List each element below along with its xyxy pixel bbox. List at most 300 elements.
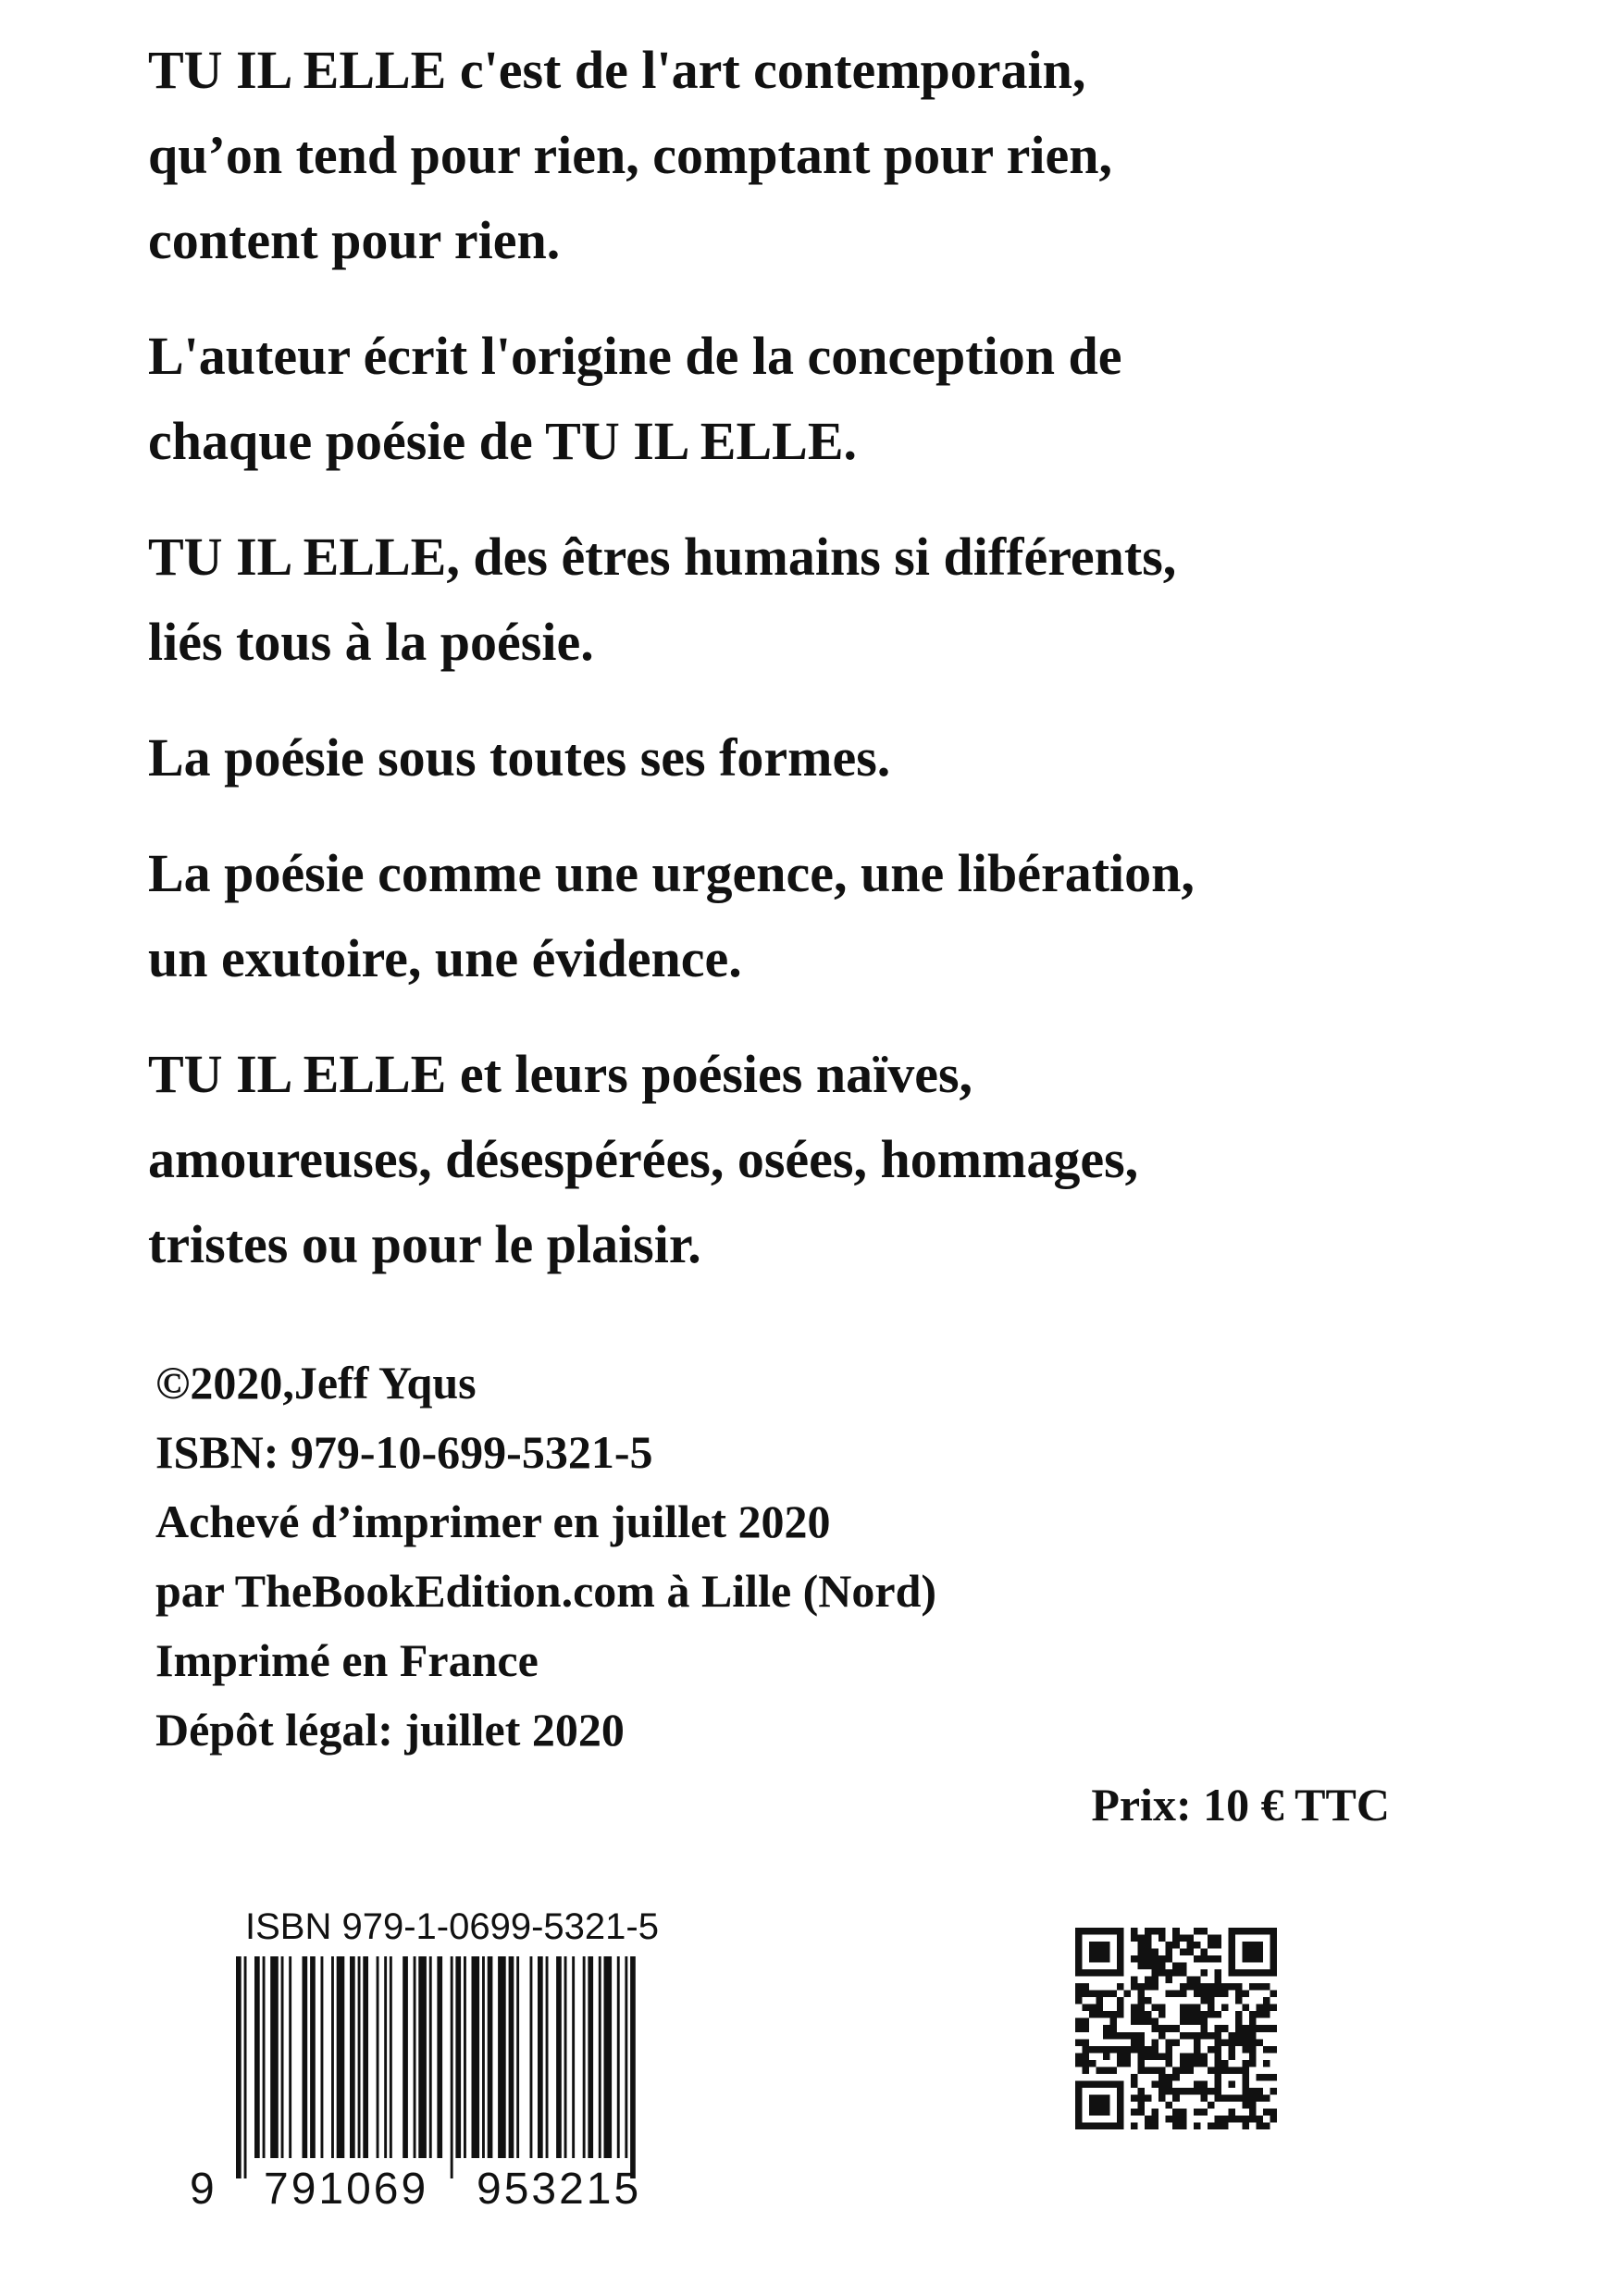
- barcode-bar: [538, 1956, 543, 2158]
- qr-module: [1200, 2032, 1208, 2040]
- qr-module: [1138, 1991, 1146, 1998]
- qr-module: [1256, 1983, 1263, 1991]
- qr-module: [1166, 2053, 1173, 2060]
- qr-module: [1208, 2032, 1215, 2040]
- qr-module: [1166, 1977, 1173, 1984]
- qr-module: [1131, 1977, 1138, 1984]
- qr-module: [1270, 2116, 1277, 2123]
- barcode-bar: [583, 1956, 586, 2158]
- blurb-line: L'auteur écrit l'origine de la conception de: [148, 326, 1122, 386]
- qr-module: [1194, 1977, 1201, 1984]
- qr-module: [1194, 2060, 1201, 2067]
- blurb-line: tristes ou pour le plaisir.: [148, 1214, 701, 1274]
- qr-module: [1208, 1942, 1215, 1949]
- qr-module: [1145, 2116, 1152, 2123]
- barcode-bar: [254, 1956, 260, 2158]
- qr-module: [1158, 2053, 1166, 2060]
- qr-module: [1186, 2018, 1194, 2026]
- barcode-bar: [236, 1956, 242, 2178]
- qr-module: [1089, 1942, 1110, 1963]
- qr-module: [1256, 2039, 1263, 2046]
- blurb-paragraph-2: [148, 314, 1490, 484]
- barcode: [190, 1905, 745, 2219]
- qr-module: [1152, 2108, 1159, 2116]
- barcode-bars: [236, 1956, 717, 2178]
- blurb-line: un exutoire, une évidence.: [148, 928, 742, 988]
- qr-module: [1256, 2116, 1263, 2123]
- qr-module: [1172, 2088, 1180, 2095]
- qr-module: [1166, 2046, 1173, 2054]
- qr-module: [1249, 2060, 1257, 2067]
- qr-module: [1138, 1963, 1146, 1970]
- qr-module: [1145, 1949, 1152, 1956]
- qr-module: [1180, 2053, 1187, 2060]
- qr-module: [1145, 2053, 1152, 2060]
- qr-module: [1158, 2094, 1166, 2102]
- qr-module: [1214, 2053, 1221, 2060]
- qr-module: [1200, 2108, 1208, 2116]
- qr-module: [1138, 2094, 1146, 2102]
- qr-module: [1194, 1928, 1201, 1935]
- qr-module: [1152, 1928, 1159, 1935]
- barcode-bar: [303, 1956, 308, 2158]
- qr-module: [1200, 2080, 1208, 2088]
- qr-module: [1110, 2032, 1118, 2040]
- qr-module: [1083, 2053, 1090, 2060]
- qr-module: [1200, 2088, 1208, 2095]
- qr-module: [1180, 1983, 1187, 1991]
- qr-module: [1214, 2116, 1221, 2123]
- qr-module: [1172, 2074, 1180, 2081]
- qr-module: [1186, 1942, 1194, 1949]
- qr-module: [1235, 2025, 1243, 2032]
- qr-module: [1166, 2116, 1173, 2123]
- qr-module: [1256, 2011, 1263, 2018]
- qr-module: [1208, 1955, 1215, 1963]
- qr-module: [1103, 2011, 1110, 2018]
- qr-module: [1096, 2004, 1104, 2012]
- barcode-bar: [331, 1956, 334, 2158]
- qr-module: [1083, 2060, 1090, 2067]
- qr-module: [1214, 1942, 1221, 1949]
- qr-module: [1221, 2004, 1229, 2012]
- qr-module: [1208, 2088, 1215, 2095]
- qr-module: [1131, 1935, 1138, 1942]
- qr-module: [1103, 2053, 1110, 2060]
- qr-module: [1103, 2025, 1110, 2032]
- qr-module: [1208, 2066, 1215, 2074]
- barcode-bar: [281, 1956, 284, 2158]
- qr-module: [1270, 1991, 1277, 1998]
- barcode-bar: [625, 1956, 627, 2158]
- qr-module: [1089, 1991, 1096, 1998]
- qr-module: [1138, 2039, 1146, 2046]
- qr-module: [1075, 1983, 1083, 1991]
- qr-module: [1138, 2004, 1146, 2012]
- qr-module: [1242, 2004, 1249, 2012]
- qr-module: [1263, 1997, 1270, 2004]
- qr-module: [1228, 2046, 1235, 2054]
- qr-module: [1200, 1991, 1208, 1998]
- qr-module: [1158, 1955, 1166, 1963]
- qr-module: [1166, 1969, 1173, 1977]
- qr-module: [1131, 2080, 1138, 2088]
- qr-module: [1089, 2046, 1096, 2054]
- qr-module: [1110, 2066, 1118, 2074]
- qr-module: [1152, 1983, 1159, 1991]
- qr-module: [1194, 1983, 1201, 1991]
- qr-module: [1228, 2116, 1235, 2123]
- qr-module: [1145, 1997, 1152, 2004]
- qr-module: [1214, 2032, 1221, 2040]
- barcode-bar: [263, 1956, 266, 2158]
- qr-module: [1166, 2080, 1173, 2088]
- qr-module: [1158, 2004, 1166, 2012]
- qr-module: [1172, 2108, 1180, 2116]
- qr-module: [1256, 2122, 1263, 2129]
- printed-date-line: Achevé d’imprimer en juillet 2020: [155, 1496, 831, 1547]
- barcode-bar: [472, 1956, 480, 2158]
- barcode-bar: [289, 1956, 291, 2158]
- qr-module: [1263, 2108, 1270, 2116]
- qr-module: [1158, 2025, 1166, 2032]
- qr-module: [1131, 2039, 1138, 2046]
- barcode-bar: [556, 1956, 562, 2158]
- qr-module: [1200, 1983, 1208, 1991]
- qr-module: [1145, 1963, 1152, 1970]
- qr-module: [1138, 2066, 1146, 2074]
- qr-module: [1089, 2011, 1096, 2018]
- qr-module: [1145, 1935, 1152, 1942]
- qr-module: [1075, 1997, 1083, 2004]
- qr-module: [1221, 2039, 1229, 2046]
- qr-module: [1131, 2074, 1138, 2081]
- qr-module: [1145, 1928, 1152, 1935]
- qr-module: [1152, 2116, 1159, 2123]
- qr-module: [1152, 2018, 1159, 2026]
- qr-module: [1194, 1991, 1201, 1998]
- qr-module: [1131, 1928, 1138, 1935]
- qr-module: [1263, 2074, 1270, 2081]
- barcode-bar: [310, 1956, 316, 2158]
- qr-module: [1221, 2122, 1229, 2129]
- qr-module: [1152, 2039, 1159, 2046]
- country-line: Imprimé en France: [155, 1634, 539, 1686]
- qr-module: [1131, 2108, 1138, 2116]
- qr-module: [1263, 2122, 1270, 2129]
- qr-module: [1263, 2094, 1270, 2102]
- qr-module: [1194, 2122, 1201, 2129]
- qr-module: [1075, 2025, 1083, 2032]
- barcode-bar: [572, 1956, 575, 2158]
- qr-module: [1172, 2025, 1180, 2032]
- qr-module: [1152, 2004, 1159, 2012]
- qr-module: [1172, 2094, 1180, 2102]
- qr-module: [1166, 2060, 1173, 2067]
- qr-module: [1089, 2094, 1110, 2116]
- qr-module: [1214, 2011, 1221, 2018]
- qr-module: [1172, 1969, 1180, 1977]
- qr-module: [1083, 1983, 1090, 1991]
- qr-module: [1145, 1942, 1152, 1949]
- qr-module: [1186, 2066, 1194, 2074]
- qr-module: [1172, 1991, 1180, 1998]
- qr-module: [1214, 1935, 1221, 1942]
- qr-module: [1131, 2122, 1138, 2129]
- qr-module: [1138, 2011, 1146, 2018]
- qr-module: [1089, 2060, 1096, 2067]
- qr-module: [1096, 1991, 1104, 1998]
- barcode-bar: [604, 1956, 613, 2158]
- qr-module: [1172, 2039, 1180, 2046]
- qr-module: [1152, 1977, 1159, 1984]
- qr-module: [1235, 1983, 1243, 1991]
- qr-module: [1110, 1991, 1118, 1998]
- qr-module: [1117, 1997, 1124, 2004]
- barcode-bar: [270, 1956, 279, 2158]
- barcode-bar: [451, 1956, 453, 2178]
- qr-module: [1117, 1983, 1124, 1991]
- qr-module: [1186, 1983, 1194, 1991]
- qr-module: [1124, 2060, 1132, 2067]
- qr-module: [1138, 1955, 1146, 1963]
- qr-module: [1075, 1991, 1083, 1998]
- qr-module: [1270, 2046, 1277, 2054]
- qr-module: [1200, 1928, 1208, 1935]
- barcode-first-digit: 9: [190, 2165, 217, 2214]
- blurb-line: content pour rien.: [148, 210, 561, 270]
- qr-module: [1235, 2011, 1243, 2018]
- blurb-line: TU IL ELLE et leurs poésies naïves,: [148, 1044, 973, 1104]
- qr-module: [1249, 2094, 1257, 2102]
- qr-module: [1117, 2004, 1124, 2012]
- qr-module: [1270, 2088, 1277, 2095]
- qr-module: [1158, 2088, 1166, 2095]
- copyright-line: ©2020,Jeff Yqus: [155, 1357, 477, 1409]
- barcode-bar: [482, 1956, 485, 2158]
- qr-module: [1194, 2053, 1201, 2060]
- qr-module: [1083, 2025, 1090, 2032]
- qr-module: [1208, 2004, 1215, 2012]
- qr-module: [1242, 2116, 1249, 2123]
- qr-module: [1235, 1997, 1243, 2004]
- qr-module: [1152, 1949, 1159, 1956]
- qr-module: [1263, 1983, 1270, 1991]
- qr-module: [1172, 2116, 1180, 2123]
- barcode-bar: [429, 1956, 432, 2158]
- barcode-bar: [363, 1956, 368, 2158]
- qr-module: [1214, 2060, 1221, 2067]
- qr-module: [1208, 1991, 1215, 1998]
- barcode-bar: [546, 1956, 549, 2158]
- printer-line: par TheBookEdition.com à Lille (Nord): [155, 1565, 937, 1617]
- qr-module: [1256, 2074, 1263, 2081]
- qr-module: [1194, 2018, 1201, 2026]
- qr-module: [1194, 2011, 1201, 2018]
- qr-module: [1228, 2032, 1235, 2040]
- qr-module: [1242, 2102, 1249, 2109]
- qr-module: [1103, 2032, 1110, 2040]
- qr-module: [1180, 2088, 1187, 2095]
- qr-module: [1200, 2025, 1208, 2032]
- qr-module: [1166, 2074, 1173, 2081]
- qr-module: [1145, 1955, 1152, 1963]
- qr-module: [1158, 1935, 1166, 1942]
- qr-module: [1124, 2032, 1132, 2040]
- barcode-isbn-label: ISBN 979-1-0699-5321-5: [245, 1906, 659, 1947]
- qr-module: [1138, 1997, 1146, 2004]
- qr-module: [1138, 2102, 1146, 2109]
- qr-module: [1256, 2004, 1263, 2012]
- qr-module: [1103, 2046, 1110, 2054]
- blurb-line: TU IL ELLE c'est de l'art contemporain,: [148, 40, 1086, 100]
- qr-module: [1145, 1977, 1152, 1984]
- qr-module: [1145, 2122, 1152, 2129]
- qr-module: [1110, 2025, 1118, 2032]
- barcode-bar: [358, 1956, 361, 2158]
- qr-module: [1228, 2039, 1235, 2046]
- qr-module: [1214, 1983, 1221, 1991]
- qr-module: [1075, 2053, 1083, 2060]
- barcode-bar: [418, 1956, 427, 2158]
- qr-module: [1194, 1955, 1201, 1963]
- qr-module: [1228, 2108, 1235, 2116]
- qr-module: [1249, 2011, 1257, 2018]
- blurb-line: amoureuses, désespérées, osées, hommages,: [148, 1129, 1139, 1189]
- qr-module: [1138, 2046, 1146, 2054]
- blurb-paragraph-4: [148, 715, 1490, 800]
- qr-module: [1263, 2011, 1270, 2018]
- blurb-line: chaque poésie de TU IL ELLE.: [148, 411, 858, 471]
- qr-module: [1208, 1983, 1215, 1991]
- qr-module: [1194, 2080, 1201, 2088]
- qr-module: [1200, 2011, 1208, 2018]
- qr-module: [1186, 1949, 1194, 1956]
- qr-module: [1075, 2060, 1083, 2067]
- qr-module: [1124, 2053, 1132, 2060]
- qr-module: [1249, 2053, 1257, 2060]
- qr-module: [1263, 2025, 1270, 2032]
- qr-module: [1103, 1991, 1110, 1998]
- qr-module: [1152, 1969, 1159, 1977]
- qr-module: [1145, 2011, 1152, 2018]
- blurb-line: La poésie sous toutes ses formes.: [148, 727, 891, 788]
- qr-module: [1194, 2088, 1201, 2095]
- blurb-line: qu’on tend pour rien, comptant pour rien,: [148, 125, 1112, 185]
- qr-module: [1200, 2053, 1208, 2060]
- qr-module: [1083, 2018, 1090, 2026]
- qr-module: [1256, 2025, 1263, 2032]
- blurb: [148, 28, 1490, 1318]
- qr-module: [1166, 1949, 1173, 1956]
- qr-module: [1200, 2060, 1208, 2067]
- qr-module: [1180, 2060, 1187, 2067]
- qr-module: [1249, 1983, 1257, 1991]
- qr-module: [1166, 1991, 1173, 1998]
- qr-module: [1249, 2108, 1257, 2116]
- blurb-line: liés tous à la poésie.: [148, 612, 594, 672]
- qr-module: [1166, 1942, 1173, 1949]
- barcode-bar: [350, 1956, 355, 2158]
- qr-module: [1117, 2053, 1124, 2060]
- barcode-bar: [414, 1956, 416, 2158]
- qr-module: [1256, 2088, 1263, 2095]
- barcode-bar: [464, 1956, 466, 2158]
- qr-module: [1172, 2066, 1180, 2074]
- barcode-bar: [455, 1956, 461, 2158]
- qr-module: [1186, 2004, 1194, 2012]
- qr-module: [1242, 2039, 1249, 2046]
- qr-module: [1158, 2066, 1166, 2074]
- qr-module: [1221, 1983, 1229, 1991]
- qr-module: [1131, 1983, 1138, 1991]
- qr-module: [1172, 1942, 1180, 1949]
- qr-module: [1124, 1991, 1132, 1998]
- qr-module: [1096, 1997, 1104, 2004]
- qr-module: [1158, 1963, 1166, 1970]
- price-label: Prix: 10 € TTC: [1091, 1779, 1390, 1831]
- qr-module: [1117, 2060, 1124, 2067]
- qr-module: [1249, 2116, 1257, 2123]
- qr-module: [1096, 2046, 1104, 2054]
- qr-module: [1235, 2032, 1243, 2040]
- qr-module: [1221, 2060, 1229, 2067]
- qr-module: [1083, 2046, 1090, 2054]
- barcode-bar: [321, 1956, 324, 2158]
- qr-module: [1186, 2060, 1194, 2067]
- qr-module: [1200, 1969, 1208, 1977]
- qr-module: [1242, 2122, 1249, 2129]
- qr-module: [1131, 2094, 1138, 2102]
- qr-module: [1242, 1991, 1249, 1998]
- qr-module: [1152, 1955, 1159, 1963]
- qr-module: [1138, 2088, 1146, 2095]
- qr-module: [1249, 2088, 1257, 2095]
- qr-module: [1194, 2039, 1201, 2046]
- qr-module: [1152, 2046, 1159, 2054]
- qr-module: [1138, 1983, 1146, 1991]
- qr-module: [1263, 2060, 1270, 2067]
- qr-module: [1270, 2074, 1277, 2081]
- qr-module: [1131, 1955, 1138, 1963]
- qr-module: [1180, 2108, 1187, 2116]
- barcode-bar: [530, 1956, 533, 2158]
- qr-module: [1180, 2066, 1187, 2074]
- qr-module: [1180, 2011, 1187, 2018]
- qr-module: [1103, 2066, 1110, 2074]
- barcode-bar: [244, 1956, 247, 2178]
- qr-module: [1256, 2094, 1263, 2102]
- qr-module: [1249, 2032, 1257, 2040]
- qr-module: [1089, 2004, 1096, 2012]
- qr-module: [1228, 1983, 1235, 1991]
- qr-module: [1083, 2039, 1090, 2046]
- qr-module: [1242, 2032, 1249, 2040]
- qr-module: [1242, 1942, 1263, 1963]
- qr-module: [1138, 2032, 1146, 2040]
- barcode-bar: [588, 1956, 593, 2158]
- qr-module: [1249, 2018, 1257, 2026]
- barcode-bar: [617, 1956, 620, 2158]
- barcode-bar: [498, 1956, 506, 2158]
- qr-module: [1138, 2018, 1146, 2026]
- qr-module: [1166, 2039, 1173, 2046]
- qr-module: [1180, 1949, 1187, 1956]
- qr-module: [1270, 2108, 1277, 2116]
- qr-module: [1194, 2004, 1201, 2012]
- qr-module: [1152, 2053, 1159, 2060]
- qr-module: [1186, 2011, 1194, 2018]
